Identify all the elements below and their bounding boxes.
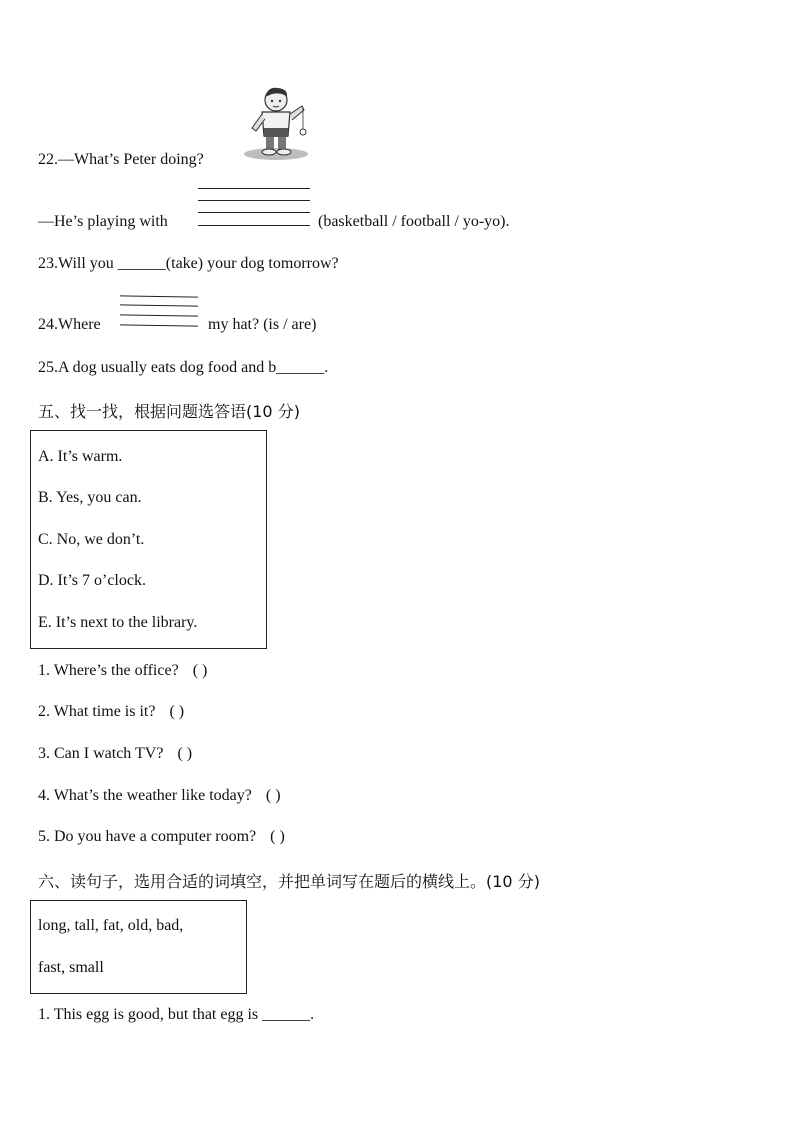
choice-c: C. No, we don’t. — [38, 531, 145, 548]
answer-line — [198, 212, 310, 213]
s5-question-text: 2. What time is it? — [38, 703, 156, 720]
answer-parentheses[interactable]: ( ) — [169, 703, 185, 720]
answer-line — [120, 295, 198, 297]
answer-parentheses[interactable]: ( ) — [270, 828, 285, 845]
s5-question-text: 4. What’s the weather like today? — [38, 787, 252, 804]
s5-question-text: 1. Where’s the office? — [38, 662, 179, 679]
s6-question-1: 1. This egg is good, but that egg is ______. — [38, 1006, 315, 1023]
section-5-heading: 五、找一找，根据问题选答语(10 分) — [38, 402, 300, 421]
answer-line — [120, 314, 198, 316]
word-box-line-2: fast, small — [38, 959, 104, 976]
choice-b: B. Yes, you can. — [38, 489, 142, 506]
answer-line — [198, 200, 310, 201]
answer-parentheses[interactable]: ( ) — [177, 745, 193, 762]
answer-line — [120, 324, 198, 326]
answer-parentheses[interactable]: ( ) — [265, 787, 281, 804]
answer-parentheses[interactable]: ( ) — [192, 662, 208, 679]
question-24-suffix: my hat? (is / are) — [208, 316, 317, 333]
answer-line — [198, 225, 310, 226]
question-23: 23.Will you ______(take) your dog tomorrow? — [38, 255, 339, 272]
answer-line — [198, 188, 310, 189]
question-22: 22.—What’s Peter doing? — [38, 151, 204, 168]
s5-question-5 — [38, 828, 285, 846]
s5-question-text: 3. Can I watch TV? — [38, 745, 164, 762]
answer-22-prefix: —He’s playing with — [38, 213, 168, 230]
s5-question-1 — [38, 662, 207, 680]
s5-question-3 — [38, 745, 192, 763]
s5-question-2 — [38, 703, 184, 721]
question-25: 25.A dog usually eats dog food and b______. — [38, 359, 329, 376]
section-6-heading: 六、读句子，选用合适的词填空，并把单词写在题后的横线上。(10 分) — [38, 872, 540, 891]
answer-22-options: (basketball / football / yo-yo). — [318, 213, 510, 230]
boy-yoyo-illustration — [242, 84, 314, 162]
word-box — [30, 900, 247, 994]
s5-question-text: 5. Do you have a computer room? — [38, 828, 257, 845]
s5-question-4 — [38, 787, 281, 805]
choice-e: E. It’s next to the library. — [38, 614, 198, 631]
word-box-line-1: long, tall, fat, old, bad, — [38, 917, 184, 934]
choice-d: D. It’s 7 o’clock. — [38, 572, 146, 589]
answer-line — [120, 304, 198, 306]
choice-a: A. It’s warm. — [38, 448, 123, 465]
question-24-prefix: 24.Where — [38, 316, 101, 333]
